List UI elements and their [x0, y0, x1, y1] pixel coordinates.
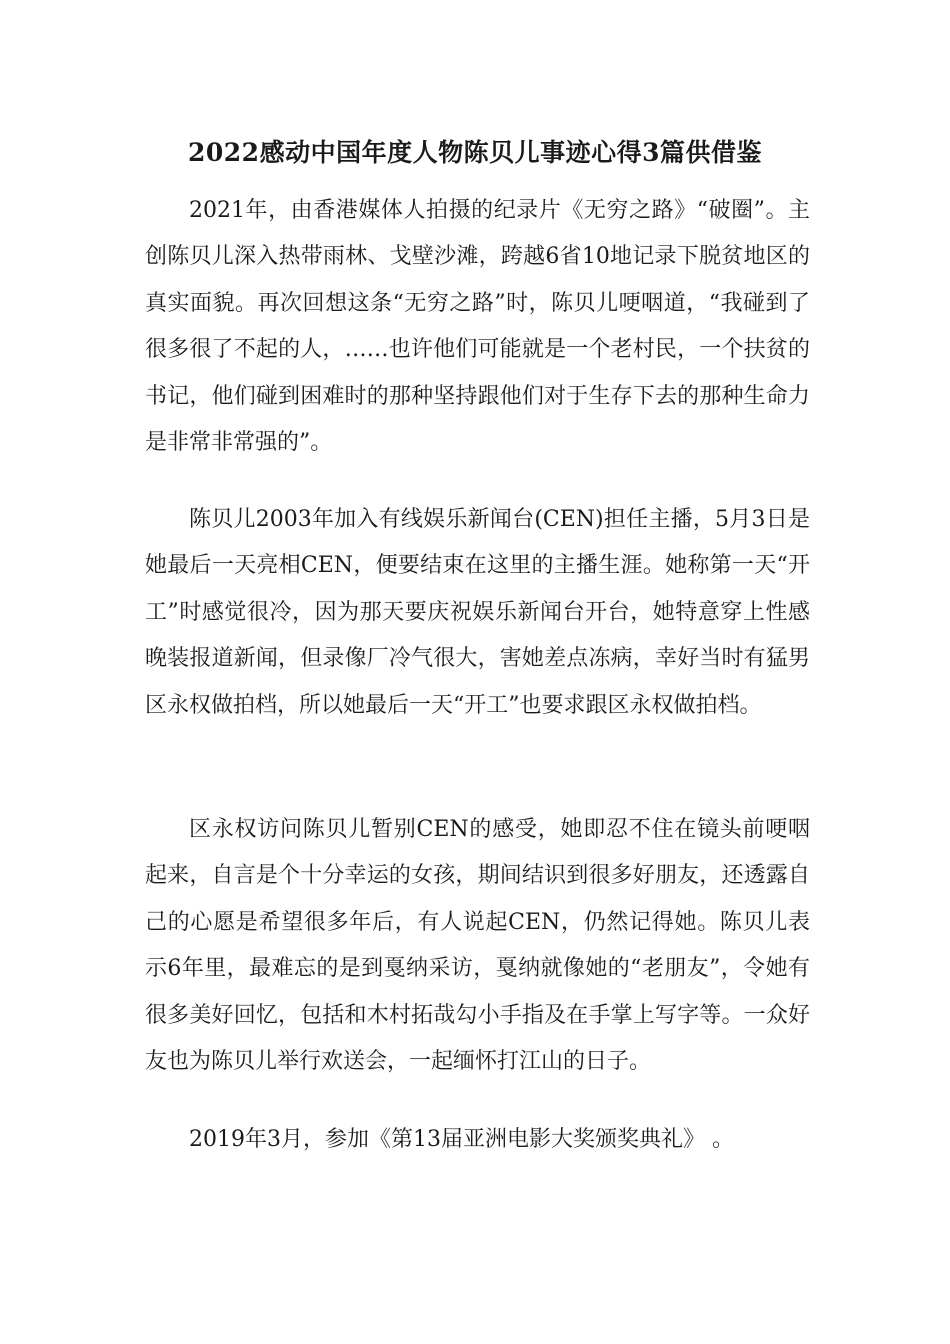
paragraph-4: 2019年3月，参加《第13届亚洲电影大奖颁奖典礼》 。 — [189, 1127, 734, 1152]
paragraph-3: 区永权访问陈贝儿暂别CEN的感受，她即忍不住在镜头前哽咽起来，自言是个十分幸运的女孩，期间结识到很多好朋友，还透露自己的心愿是希望很多年后，有人说起CEN，仍然记得她。陈贝儿表示6年里，最难忘的是到戛纳采访，戛纳就像她的“老朋友”，令她有很多美好回忆，包括和木村拓哉勾小手指及在手掌上写字等。一众好友也为陈贝儿举行欢送会，一起缅怀打江山的日子。 — [145, 817, 810, 1075]
paragraph-2: 陈贝儿2003年加入有线娱乐新闻台(CEN)担任主播，5月3日是她最后一天亮相CEN，便要结束在这里的主播生涯。她称第一天“开工”时感觉很冷，因为那天要庆祝娱乐新闻台开台，她特意穿上性感晚装报道新闻，但录像厂冷气很大，害她差点冻病，幸好当时有猛男区永权做拍档，所以她最后一天“开工”也要求跟区永权做拍档。 — [145, 507, 810, 718]
document-title: 2022感动中国年度人物陈贝儿事迹心得3篇供借鉴 — [188, 138, 762, 167]
paragraph-1: 2021年，由香港媒体人拍摄的纪录片《无穷之路》“破圈”。主创陈贝儿深入热带雨林、戈壁沙滩，跨越6省10地记录下脱贫地区的真实面貌。再次回想这条“无穷之路”时，陈贝儿哽咽道，“我碰到了很多很了不起的人，……也许他们可能就是一个老村民，一个扶贫的书记，他们碰到困难时的那种坚持跟他们对于生存下去的那种生命力是非常非常强的”。 — [145, 198, 810, 456]
